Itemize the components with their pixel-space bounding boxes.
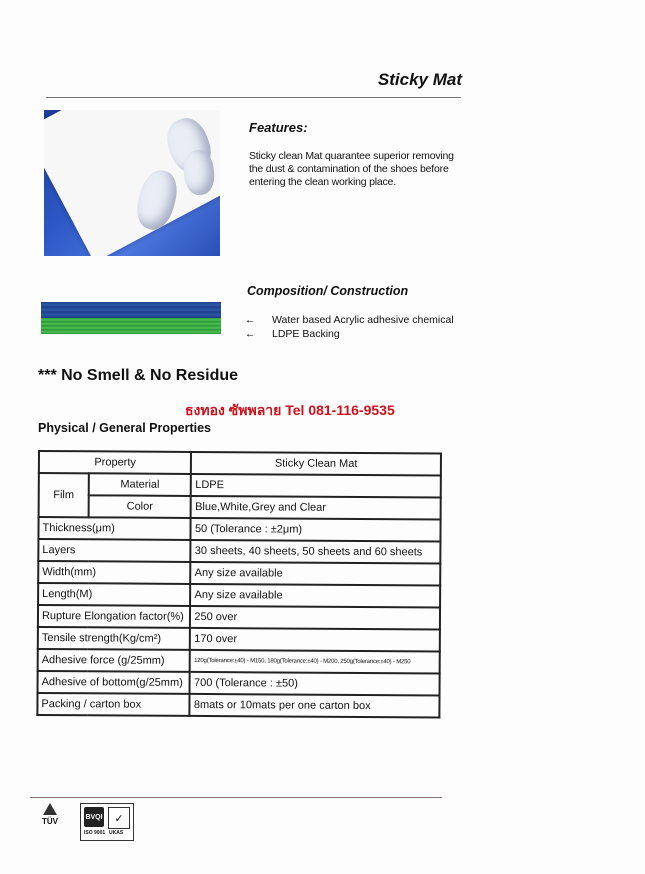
table-row <box>38 561 440 585</box>
table-cell: Layers <box>38 539 191 562</box>
table-row <box>39 451 441 475</box>
table-cell: Film <box>39 473 89 517</box>
table-header-cell: Property <box>39 451 192 474</box>
features-text: Sticky clean Mat quarantee superior removing the dust & contamination of the shoes before entering the clean working place. <box>249 150 454 188</box>
table-cell: Color <box>88 495 191 518</box>
bvqi-logo: BVQI <box>84 807 104 827</box>
arrow-left-icon: ← <box>245 328 256 340</box>
table-cell: Any size available <box>191 562 441 586</box>
table-cell: Thickness(μm) <box>38 517 191 540</box>
table-row <box>38 649 440 673</box>
table-cell: 120g(Tolerance:±40) - M150, 180g(Tolerance:±40) - M200, 250g(Tolerance:±40) - M250 <box>190 650 440 674</box>
table-cell: Blue,White,Grey and Clear <box>191 496 441 520</box>
contact-line: ธงทอง ซัพพลาย Tel 081-116-9535 <box>185 402 395 418</box>
composition-list <box>245 313 454 341</box>
certification-logo <box>80 803 134 841</box>
table-cell: Rupture Elongation factor(%) <box>38 605 191 628</box>
table-row <box>38 583 440 607</box>
iso-label: ISO 9001 <box>84 830 106 836</box>
table-cell: Length(M) <box>38 583 191 606</box>
features-heading: Features: <box>249 120 308 135</box>
table-cell: Adhesive of bottom(g/25mm) <box>38 671 191 694</box>
mat-backing-image <box>41 318 221 334</box>
table-row <box>38 605 440 629</box>
table-header-cell: Sticky Clean Mat <box>191 452 441 476</box>
table-row <box>38 539 440 563</box>
ukas-crown-icon: ✓ <box>108 807 130 829</box>
table-cell: 8mats or 10mats per one carton box <box>190 694 440 718</box>
table-cell: 30 sheets, 40 sheets, 50 sheets and 60 sheets <box>191 540 441 564</box>
footer-divider <box>30 797 442 798</box>
product-photo <box>44 110 220 256</box>
table-cell: 250 over <box>190 606 440 630</box>
header-divider <box>46 97 461 98</box>
arrow-left-icon: ← <box>245 314 256 326</box>
composition-item: ← Water based Acrylic adhesive chemical <box>245 314 454 326</box>
physical-properties-heading: Physical / General Properties <box>38 421 211 435</box>
table-cell: Width(mm) <box>38 561 191 584</box>
page-title: Sticky Mat <box>377 70 462 89</box>
table-row <box>38 627 440 651</box>
composition-heading: Composition/ Construction <box>247 284 409 298</box>
table-cell: Packing / carton box <box>37 693 190 716</box>
table-cell: Material <box>89 473 192 496</box>
table-row <box>38 671 440 695</box>
composition-item: ← LDPE Backing <box>245 328 340 340</box>
tuv-logo: TÜV <box>38 803 62 826</box>
no-smell-claim: *** No Smell & No Residue <box>38 367 239 384</box>
table-cell: Any size available <box>190 584 440 608</box>
table-row <box>39 473 441 497</box>
table-cell: 50 (Tolerance : ±2μm) <box>191 518 441 542</box>
table-cell: LDPE <box>191 474 441 498</box>
table-cell: 170 over <box>190 628 440 652</box>
tuv-triangle-icon <box>43 803 57 815</box>
table-row <box>38 517 440 541</box>
table-row <box>37 693 439 717</box>
table-cell: 700 (Tolerance : ±50) <box>190 672 440 696</box>
table-cell: Adhesive force (g/25mm) <box>38 649 191 672</box>
table-cell: Tensile strength(Kg/cm²) <box>38 627 191 650</box>
ukas-label: UKAS <box>109 830 124 836</box>
properties-table <box>36 450 442 718</box>
table-row <box>39 495 441 519</box>
